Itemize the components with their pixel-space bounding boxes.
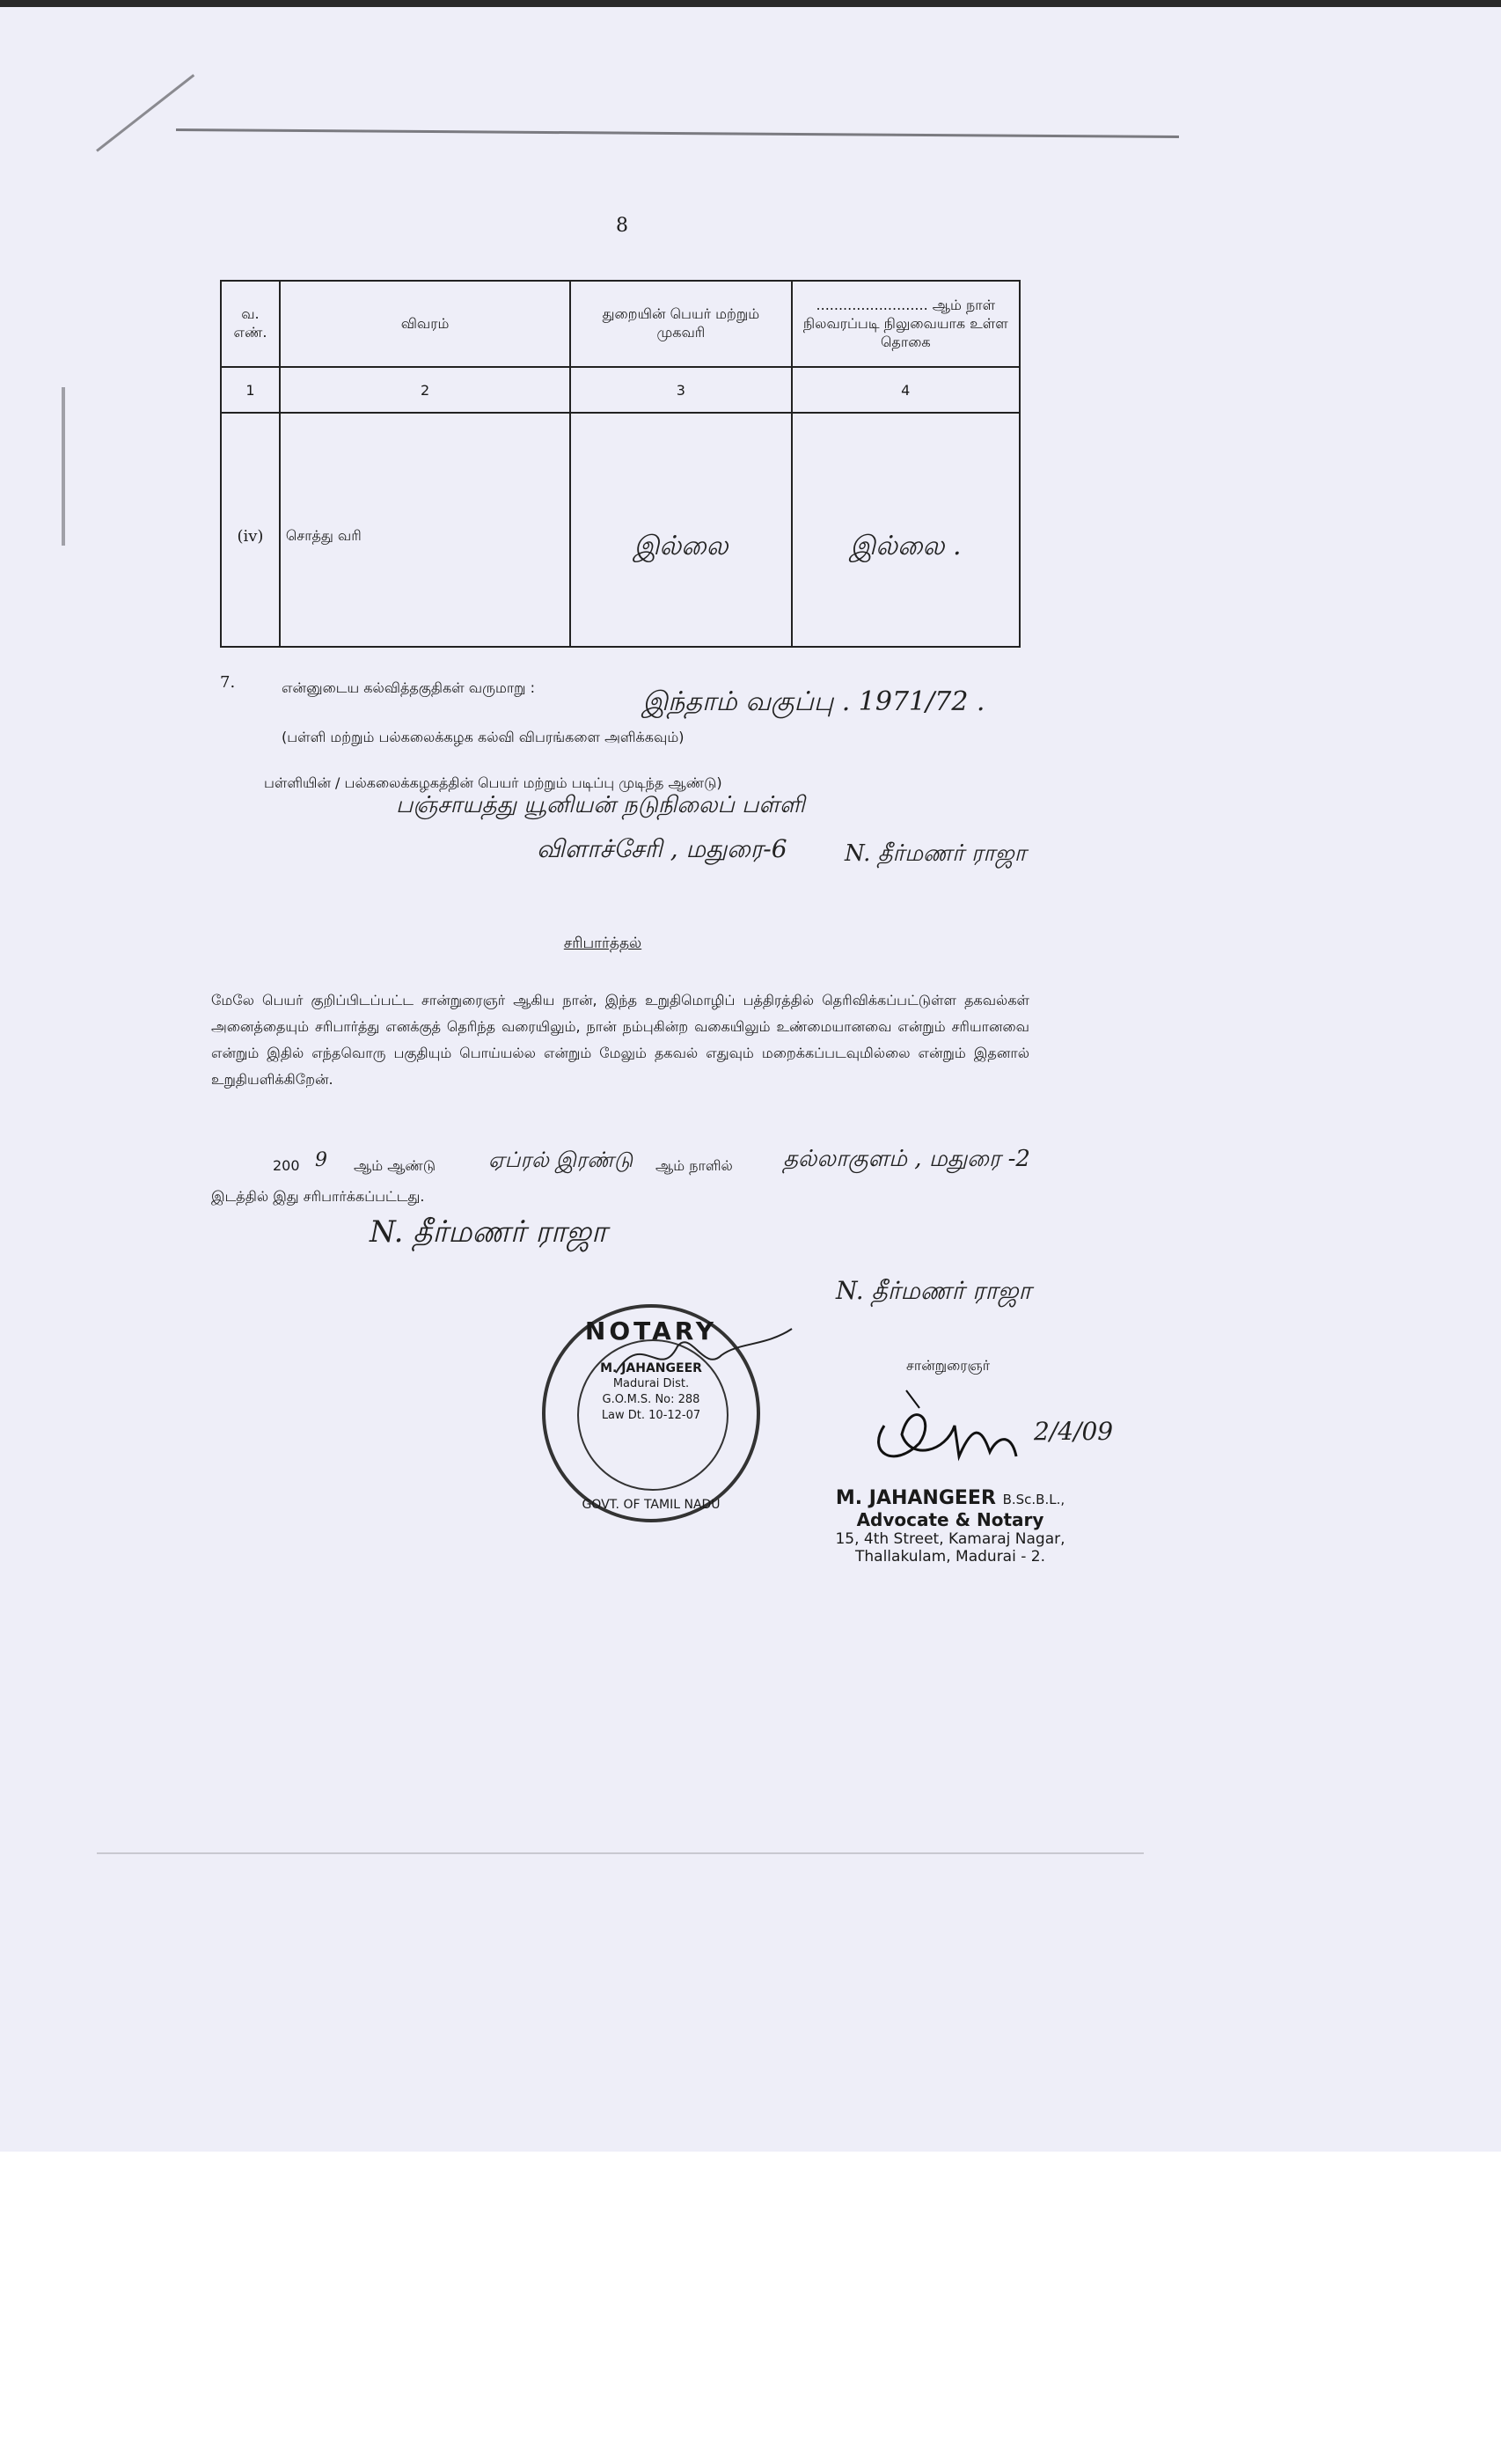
education-label: என்னுடைய கல்வித்தகுதிகள் வருமாறு : — [282, 679, 536, 696]
date-prefix: 200 — [273, 1157, 300, 1174]
table-row — [221, 413, 1020, 647]
row-sno — [221, 413, 280, 647]
date-mid1: ஆம் ஆண்டு — [354, 1157, 436, 1174]
row-dept — [570, 413, 791, 647]
row-detail — [280, 413, 570, 647]
stamp-date: Law Dt. 10-12-07 — [601, 1409, 701, 1422]
lawyer-role: Advocate & Notary — [856, 1509, 1044, 1530]
education-signature: N. தீர்மணர் ராஜா — [845, 840, 1027, 867]
notary-signature-date: 2/4/09 — [1034, 1417, 1114, 1446]
page-edge-shadow — [62, 387, 65, 546]
dues-table — [220, 280, 1021, 648]
header-detail: விவரம் — [280, 281, 570, 367]
school-line2-handwritten: விளாச்சேரி , மதுரை-6 — [537, 834, 787, 863]
lawyer-address-1: 15, 4th Street, Kamaraj Nagar, — [835, 1530, 1065, 1548]
scan-bottom-edge — [97, 1852, 1144, 1854]
lawyer-name: M. JAHANGEER — [835, 1487, 996, 1509]
stamp-goms: G.O.M.S. No: 288 — [602, 1393, 700, 1406]
signature-left: N. தீர்மணர் ராஜா — [370, 1214, 607, 1250]
row-detail-text: சொத்து வரி — [285, 526, 362, 544]
education-note: (பள்ளி மற்றும் பல்கலைக்கழக கல்வி விபரங்களை அளிக்கவும்) — [282, 729, 685, 745]
date-year-handwritten: 9 — [315, 1149, 327, 1171]
row-dept-handwritten: இல்லை — [633, 530, 729, 561]
colnum-2: 2 — [280, 367, 570, 413]
header-amount: ......................... ஆம் நாள் நிலவரப்படி நிலுவையாக உள்ள தொகை — [792, 281, 1020, 367]
stamp-overlay-signature — [607, 1320, 801, 1390]
verification-paragraph: மேலே பெயர் குறிப்பிடப்பட்ட சான்றுரைஞர் ஆகிய நான், இந்த உறுதிமொழிப் பத்திரத்தில் தெரிவிக்கப்பட்டுள்ள தகவல்கள் அனைத்தையும் சரிபார்த்து எனக்குத் தெரிந்த வரையிலும், நான் நம்புகின்ற வகையிலும் உண்மையானவை என்றும் சரியானவை என்றும் இதில் எந்தவொரு பகுதியும் பொய்யல்ல என்றும் மேலும் தகவல் எதுவும் மறைக்கப்படவுமில்லை என்றும் இதனால் உறுதியளிக்கிறேன். — [211, 992, 1029, 1088]
row-amount-handwritten: இல்லை . — [850, 530, 962, 561]
table-header-row — [221, 281, 1020, 367]
stamp-top-text: NOTARY — [584, 1316, 718, 1346]
table-colnum-row — [221, 367, 1020, 413]
row-sno-text: (iv) — [237, 526, 264, 546]
education-value-handwritten: இந்தாம் வகுப்பு . 1971/72 . — [642, 686, 985, 717]
deponent-label: சான்றுரைஞர் — [906, 1357, 991, 1374]
education-item-number: 7. — [220, 673, 236, 692]
colnum-1: 1 — [221, 367, 280, 413]
lawyer-degree: B.Sc.B.L., — [1002, 1492, 1065, 1507]
header-sno: வ. எண். — [221, 281, 280, 367]
lawyer-block — [792, 1487, 1109, 1566]
row-amount — [792, 413, 1020, 647]
signature-right: N. தீர்மணர் ராஜா — [836, 1276, 1032, 1305]
place-suffix: இடத்தில் இது சரிபார்க்கப்பட்டது. — [211, 1188, 425, 1205]
lawyer-address-2: Thallakulam, Madurai - 2. — [855, 1548, 1045, 1566]
place-handwritten: தல்லாகுளம் , மதுரை -2 — [783, 1146, 1030, 1172]
header-dept: துறையின் பெயர் மற்றும் முகவரி — [570, 281, 791, 367]
colnum-3: 3 — [570, 367, 791, 413]
page-number: 8 — [616, 215, 628, 237]
scan-edge — [0, 0, 1501, 7]
verification-heading: சரிபார்த்தல் — [563, 935, 642, 952]
date-month-handwritten: ஏப்ரல் இரண்டு — [488, 1148, 633, 1172]
stamp-name: M. JAHANGEER — [600, 1361, 702, 1375]
date-mid2: ஆம் நாளில் — [655, 1157, 733, 1174]
stamp-bottom-text: GOVT. OF TAMIL NADU — [582, 1498, 721, 1512]
stamp-district: Madurai Dist. — [612, 1377, 690, 1390]
school-label: பள்ளியின் / பல்கலைக்கழகத்தின் பெயர் மற்றும் படிப்பு முடிந்த ஆண்டு) — [264, 774, 722, 791]
colnum-4: 4 — [792, 367, 1020, 413]
school-line1-handwritten: பஞ்சாயத்து யூனியன் நடுநிலைப் பள்ளி — [396, 792, 805, 818]
lawyer-name-line — [792, 1487, 1109, 1509]
